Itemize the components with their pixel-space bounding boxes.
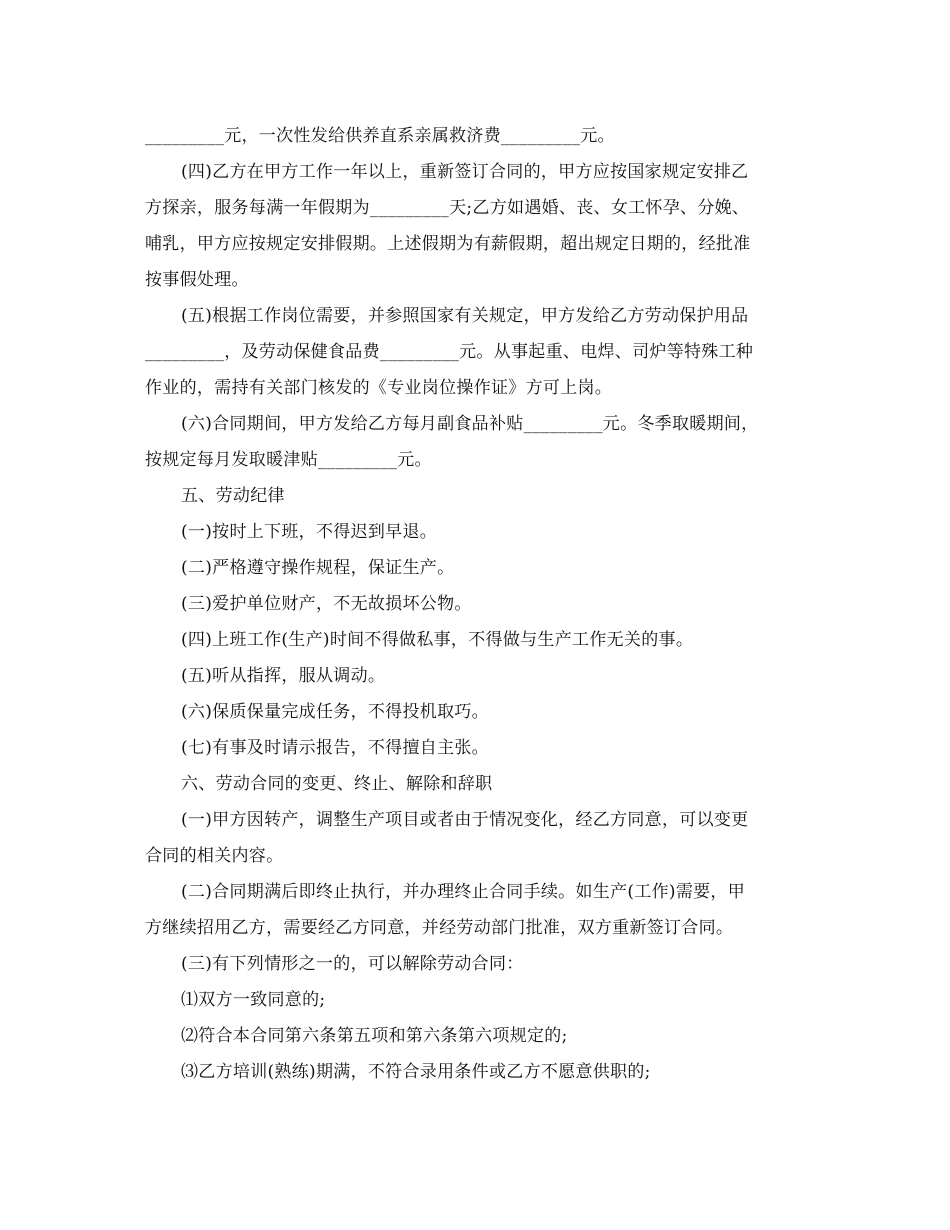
document-body <box>145 118 805 1090</box>
text-line: 哺乳，甲方应按规定安排假期。上述假期为有薪假期，超出规定日期的，经批准 <box>145 234 751 254</box>
text-line: 作业的，需持有关部门核发的《专业岗位操作证》方可上岗。 <box>145 378 613 398</box>
text-line: ⑶乙方培训(熟练)期满，不符合录用条件或乙方不愿意供职的; <box>181 1062 651 1082</box>
text-line: ⑵符合本合同第六条第五项和第六条第六项规定的; <box>181 1026 568 1046</box>
text-line: (五)根据工作岗位需要，并参照国家有关规定，甲方发给乙方劳动保护用品 <box>181 306 749 326</box>
text-line: (一)按时上下班，不得迟到早退。 <box>181 522 438 542</box>
section-heading: 六、劳动合同的变更、终止、解除和辞职 <box>181 774 493 794</box>
text-line: (一)甲方因转产，调整生产项目或者由于情况变化，经乙方同意，可以变更 <box>181 810 749 830</box>
text-line: (三)爱护单位财产，不无故损坏公物。 <box>181 594 472 614</box>
text-line: _________元，一次性发给供养直系亲属救济费_________元。 <box>145 126 615 146</box>
text-line: (二)合同期满后即终止执行，并办理终止合同手续。如生产(工作)需要，甲 <box>181 882 746 902</box>
text-line: (六)保质保量完成任务，不得投机取巧。 <box>181 702 489 722</box>
text-line: 按事假处理。 <box>145 270 249 290</box>
text-line: (三)有下列情形之一的，可以解除劳动合同： <box>181 954 524 974</box>
text-line: 按规定每月发取暖津贴_________元。 <box>145 450 432 470</box>
text-line: (二)严格遵守操作规程，保证生产。 <box>181 558 455 578</box>
text-line: (五)听从指挥，服从调动。 <box>181 666 386 686</box>
text-line: (四)上班工作(生产)时间不得做私事，不得做与生产工作无关的事。 <box>181 630 694 650</box>
text-line: 合同的相关内容。 <box>145 846 284 866</box>
text-line: _________，及劳动保健食品费_________元。从事起重、电焊、司炉等特殊工种 <box>145 342 754 362</box>
text-line: (六)合同期间，甲方发给乙方每月副食品补贴_________元。冬季取暖期间， <box>181 414 759 434</box>
text-line: ⑴双方一致同意的; <box>181 990 326 1010</box>
text-line: (七)有事及时请示报告，不得擅自主张。 <box>181 738 489 758</box>
section-heading: 五、劳动纪律 <box>181 486 285 506</box>
text-line: 方继续招用乙方，需要经乙方同意，并经劳动部门批准，双方重新签订合同。 <box>145 918 734 938</box>
text-line: 方探亲，服务每满一年假期为_________天;乙方如遇婚、丧、女工怀孕、分娩、 <box>145 198 750 218</box>
text-line: (四)乙方在甲方工作一年以上，重新签订合同的，甲方应按国家规定安排乙 <box>181 162 749 182</box>
